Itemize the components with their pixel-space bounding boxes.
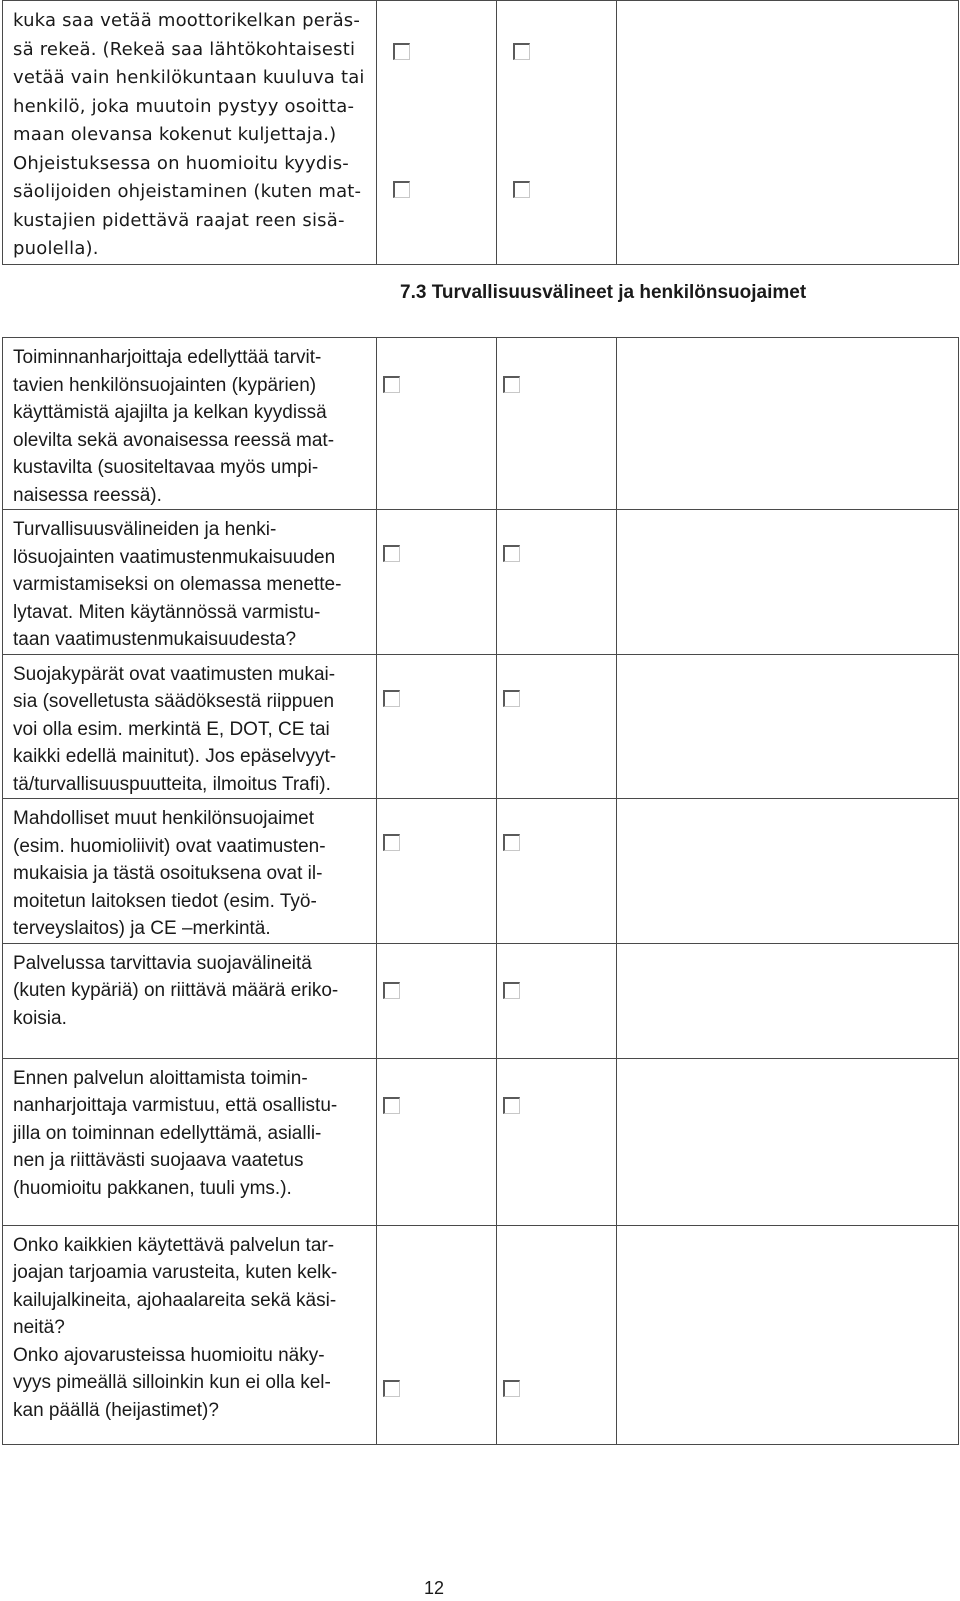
question-text: Turvallisuusvälineiden ja henki- lösuojainten vaatimustenmukaisuuden varmistamiseksi on olemassa menette- lytavat. Miten käytännössä varmistu- taan vaatimustenmukaisuudesta? (13, 519, 342, 650)
checkbox-cell (377, 338, 497, 510)
checkbox[interactable] (503, 1380, 520, 1397)
notes-cell[interactable] (617, 338, 959, 510)
notes-cell[interactable] (617, 510, 959, 655)
checkbox[interactable] (383, 545, 400, 562)
section-heading: 7.3 Turvallisuusvälineet ja henkilönsuojaimet (400, 282, 807, 303)
checkbox[interactable] (503, 545, 520, 562)
checkbox-cell (497, 1225, 617, 1444)
question-cell (3, 799, 377, 944)
checkbox[interactable] (503, 982, 520, 999)
checkbox-cell (377, 1058, 497, 1225)
checkbox[interactable] (383, 376, 400, 393)
question-cell (3, 510, 377, 655)
question-text: Ennen palvelun aloittamista toimin- nanharjoittaja varmistuu, että osallistu- jilla on toiminnan edellyttämä, asialli- nen ja riittävästi suojaava vaatetus (huomioitu pakkanen, tuuli yms.). (13, 1067, 338, 1199)
checkbox[interactable] (383, 1097, 400, 1114)
question-cell (3, 1058, 377, 1225)
question-text: kuka saa vetää moottorikelkan peräs- sä rekeä. (Rekeä saa lähtökohtaisesti vetää vain henkilökuntaan kuuluva tai henkilö, joka muutoin pystyy osoitta- maan olevansa kokenut kuljettaja.) Ohjeistuksessa on huomioitu kyydis- säolijoiden ohjeistaminen (kuten mat- kustajien pidettävä raajat reen sisä- puolella). (13, 10, 365, 259)
checkbox-cell (497, 338, 617, 510)
checkbox-cell (377, 943, 497, 1058)
checkbox-cell (377, 799, 497, 944)
checkbox[interactable] (503, 690, 520, 707)
question-cell (3, 1, 377, 265)
checkbox-cell (377, 510, 497, 655)
checkbox-cell (497, 943, 617, 1058)
question-cell (3, 338, 377, 510)
notes-cell[interactable] (617, 943, 959, 1058)
checklist-table-top (2, 0, 959, 265)
checklist-row (3, 799, 959, 944)
checkbox-cell (497, 654, 617, 799)
checklist-row (3, 510, 959, 655)
checkbox-cell (497, 510, 617, 655)
checkbox-cell-col2 (497, 1, 617, 265)
notes-cell[interactable] (617, 1225, 959, 1444)
checkbox-cell (377, 654, 497, 799)
checklist-row (3, 1225, 959, 1444)
notes-cell[interactable] (617, 799, 959, 944)
question-cell (3, 943, 377, 1058)
question-text: Palvelussa tarvittavia suojavälineitä (kuten kypäriä) on riittävä määrä eriko- koisia. (13, 952, 339, 1029)
question-cell (3, 654, 377, 799)
checkbox[interactable] (393, 181, 410, 198)
checkbox[interactable] (503, 1097, 520, 1114)
page-number: 12 (424, 1578, 445, 1598)
checkbox[interactable] (503, 834, 520, 851)
question-cell (3, 1225, 377, 1444)
checkbox[interactable] (383, 982, 400, 999)
question-text: Suojakypärät ovat vaatimusten mukai- sia (sovelletusta säädöksestä riippuen voi olla esim. merkintä E, DOT, CE tai kaikki edellä mainitut). Jos epäselvyyt- tä/turvallisuuspuutteita, ilmoitus Trafi). (13, 663, 337, 795)
notes-cell[interactable] (617, 654, 959, 799)
checkbox-cell (497, 1058, 617, 1225)
checklist-table-main (2, 337, 959, 1445)
checkbox[interactable] (383, 690, 400, 707)
checkbox-cell (377, 1225, 497, 1444)
checkbox[interactable] (513, 181, 530, 198)
notes-cell[interactable] (617, 1058, 959, 1225)
question-text: Mahdolliset muut henkilönsuojaimet (esim. huomioliivit) ovat vaatimusten- mukaisia ja tästä osoituksena ovat il- moitetun laitoksen tiedot (esim. Työ- terveyslaitos) ja CE –merkintä. (13, 808, 326, 939)
question-text: Toiminnanharjoittaja edellyttää tarvit- tavien henkilönsuojainten (kypärien) käyttämistä ajajilta ja kelkan kyydissä olevilta sekä avonaisessa reessä mat- kustavilta (suositeltavaa myös umpi- naisessa reessä). (13, 347, 335, 506)
checklist-row (3, 1058, 959, 1225)
checklist-row (3, 338, 959, 510)
checkbox[interactable] (513, 43, 530, 60)
checkbox[interactable] (393, 43, 410, 60)
checkbox[interactable] (383, 1380, 400, 1397)
checkbox[interactable] (383, 834, 400, 851)
checklist-row (3, 943, 959, 1058)
checkbox[interactable] (503, 376, 520, 393)
question-text: Onko kaikkien käytettävä palvelun tar- joajan tarjoamia varusteita, kuten kelk- kailujalkineita, ajohaalareita sekä käsi- neitä? Onko ajovarusteissa huomioitu näky- vyys pimeällä silloinkin kun ei olla kel- kan päällä (heijastimet)? (13, 1234, 338, 1421)
checkbox-cell-col1 (377, 1, 497, 265)
checkbox-cell (497, 799, 617, 944)
notes-cell[interactable] (617, 1, 959, 265)
checklist-row (3, 654, 959, 799)
